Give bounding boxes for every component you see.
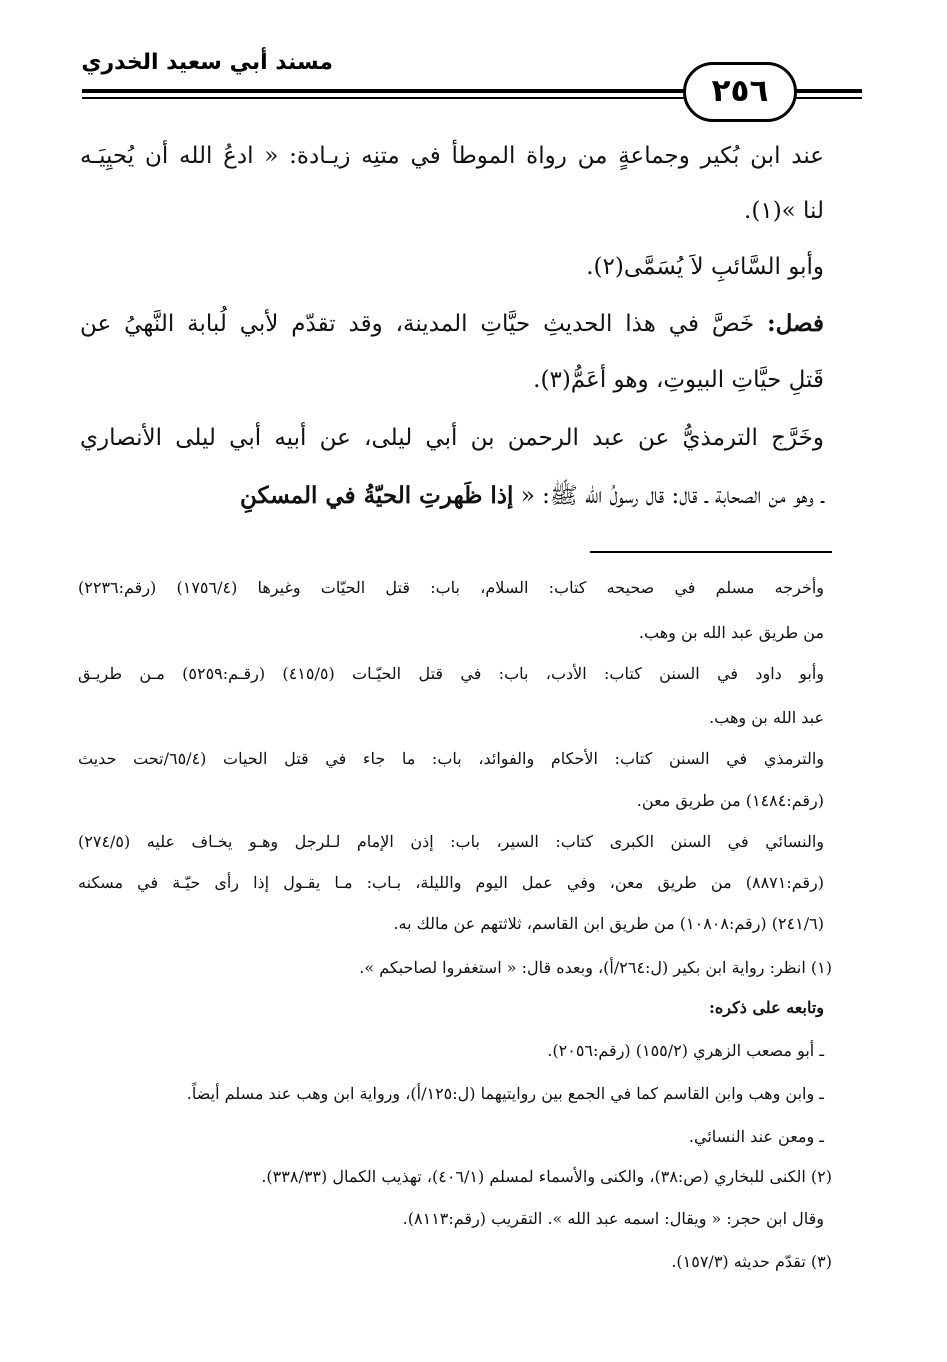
- footnote-line: ـ وابن وهب وابن القاسم كما في الجمع بين روايتيهما (ل:١٢٥/أ)، ورواية ابن وهب عند مسلم أيضاً.: [186, 1084, 824, 1103]
- body-line-1: عند ابن بُكير وجماعةٍ من رواة الموطأ في متنِه زيـادة: « ادعُ الله أن يُحيِيَـه: [80, 143, 824, 169]
- running-title: مسند أبي سعيد الخدري: [81, 50, 333, 75]
- footnote-2: (٢) الكنى للبخاري (ص:٣٨)، والكنى والأسماء لمسلم (٤٠٦/١)، تهذيب الكمال (٣٣٨/٣٣).: [261, 1167, 832, 1186]
- body-line-4: [80, 310, 824, 337]
- page-number: ٢٥٦: [683, 62, 797, 122]
- footnote-line: ـ ومعن عند النسائي.: [688, 1127, 824, 1146]
- body-line-3: وأبو السَّائبِ لاَ يُسَمَّى(٢).: [586, 254, 824, 280]
- section-label: فصل:: [767, 310, 824, 337]
- footnote-divider: [590, 551, 832, 553]
- footnote-line: والنسائي في السنن الكبرى كتاب: السير، باب: إذن الإمام لـلرجل وهـو يخـاف عليه (٢٧٤/٥): [78, 832, 824, 851]
- footnote-line: من طريق عبد الله بن وهب.: [638, 623, 824, 642]
- footnote-1: (١) انظر: رواية ابن بكير (ل:٢٦٤/أ)، وبعده قال: « استغفروا لصاحبكم ».: [359, 958, 832, 977]
- footnote-line: وقال ابن حجر: « ويقال: اسمه عبد الله ». التقريب (رقم:٨١١٣).: [402, 1209, 824, 1228]
- footnote-line: (رقم:٨٨٧١) من طريق معن، وفي عمل اليوم والليلة، بـاب: مـا يقـول إذا رأى حيّـة في مسكنه: [78, 873, 824, 892]
- footnote-line: وأخرجه مسلم في صحيحه كتاب: السلام، باب: قتل الحيّات وغيرها (١٧٥٦/٤) (رقم:٢٢٣٦): [78, 578, 825, 597]
- body-line-7: [240, 481, 824, 515]
- body-line-7-text: ـ وهو من الصحابة ـ قال: قال رسولُ الله ﷺ: «: [520, 483, 824, 509]
- footnote-line: (رقم:١٤٨٤) من طريق معن.: [636, 791, 824, 810]
- footnote-line: وأبو داود في السنن كتاب: الأدب، باب: في قتل الحيّـات (٤١٥/٥) (رقـم:٥٢٥٩) مـن طريـق: [78, 664, 825, 683]
- hadith-text: إذا ظَهرتِ الحيّةُ في المسكنِ: [240, 482, 514, 509]
- body-line-2: لنا »(١).: [744, 198, 824, 224]
- body-line-4-text: خَصَّ في هذا الحديثِ حيَّاتِ المدينة، وقد تقدّم لأبي لُبابة النَّهيُ عن: [80, 311, 755, 337]
- footnote-line: ـ أبو مصعب الزهري (١٥٥/٢) (رقم:٢٠٥٦).: [547, 1041, 824, 1060]
- body-line-5: قَتلِ حيَّاتِ البيوتِ، وهو أعَمُّ(٣).: [533, 367, 824, 393]
- footnote-subheading: وتابعه على ذكره:: [709, 998, 824, 1017]
- footnote-line: والترمذي في السنن كتاب: الأحكام والفوائد، باب: ما جاء في قتل الحيات (٦٥/٤/تحت حديث: [78, 749, 825, 768]
- footnote-line: عبد الله بن وهب.: [709, 708, 824, 727]
- footnote-3: (٣) تقدّم حديثه (١٥٧/٣).: [671, 1252, 832, 1271]
- footnote-line: (٢٤١/٦) (رقم:١٠٨٠٨) من طريق ابن القاسم، ثلاثتهم عن مالك به.: [393, 914, 824, 933]
- body-line-6: وخَرَّج الترمذيُّ عن عبد الرحمن بن أبي ليلى، عن أبيه أبي ليلى الأنصاري: [80, 425, 824, 451]
